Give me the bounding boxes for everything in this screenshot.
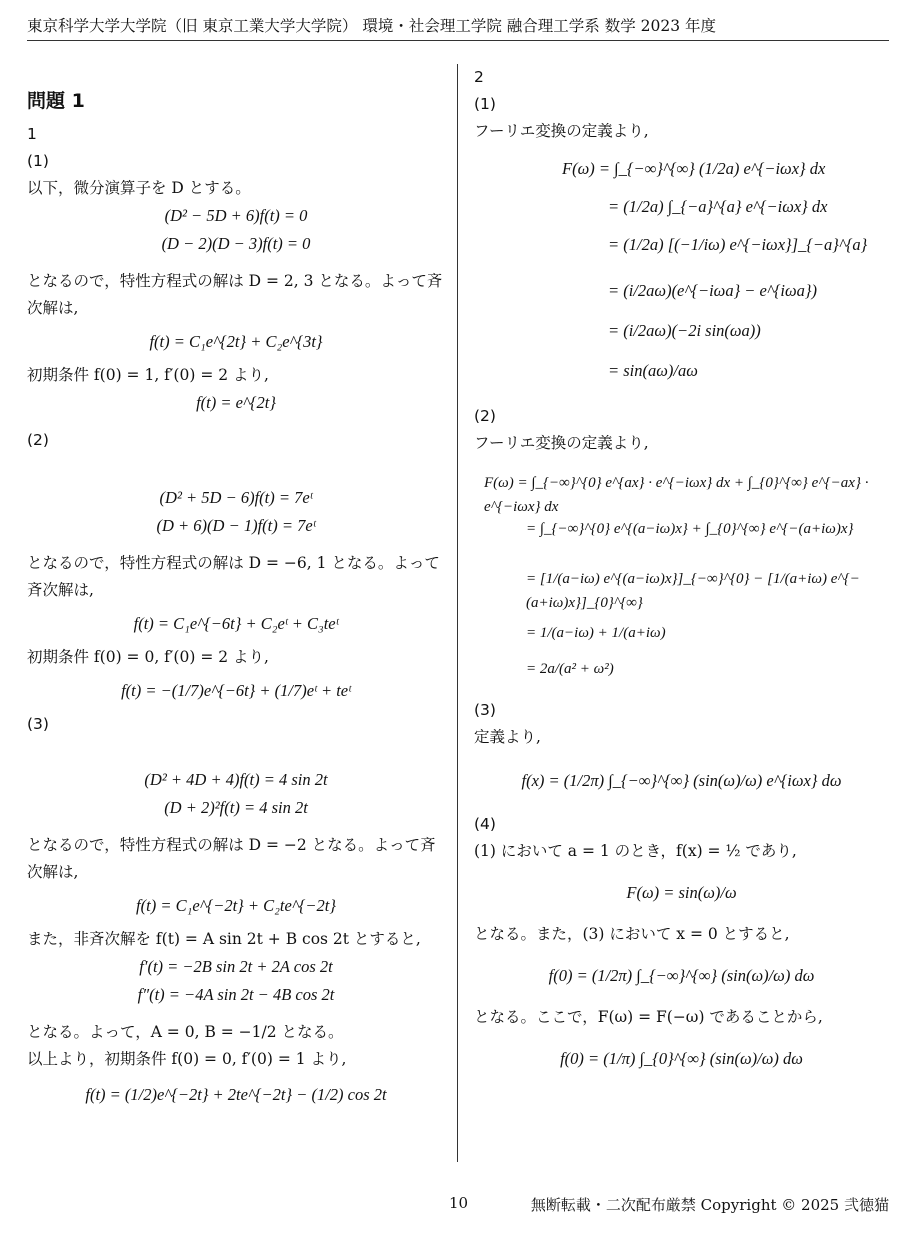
derivation — [562, 157, 889, 403]
equation: F(ω) = ∫_{−∞}^{0} e^{ax} · e^{−iωx} dx + ∫_{0}^{∞} e^{−ax} · e^{−iωx} dx — [484, 475, 869, 515]
equation: = (i/2aω)(−2i sin(ωa)) — [608, 321, 761, 340]
paragraph: 以下，微分演算子を D とする。 — [27, 179, 251, 197]
section-number: 1 — [27, 125, 37, 143]
equation: f(0) = (1/2π) ∫_{−∞}^{∞} (sin(ω)/ω) dω — [548, 966, 815, 985]
paragraph: となる。ここで，F(ω) = F(−ω) であることから, — [474, 1008, 823, 1026]
equation: f(0) = (1/π) ∫_{0}^{∞} (sin(ω)/ω) dω — [560, 1049, 803, 1068]
equation: = (1/2a) ∫_{−a}^{a} e^{−iωx} dx — [608, 197, 828, 216]
right-column — [474, 64, 889, 1073]
equation: (D² + 5D − 6)f(t) = 7eᵗ — [159, 488, 313, 507]
paragraph: (1) において a = 1 のとき，f(x) = ½ であり, — [474, 842, 797, 860]
paragraph: となる。よって，A = 0, B = −1/2 となる。 — [27, 1023, 344, 1041]
paragraph: 初期条件 f(0) = 1, f′(0) = 2 より, — [27, 366, 269, 384]
equation: = (1/2a) [(−1/iω) e^{−iωx}]_{−a}^{a} — [608, 235, 868, 254]
equation: = ∫_{−∞}^{0} e^{(a−iω)x} + ∫_{0}^{∞} e^{−(a+iω)x} — [526, 521, 854, 537]
equation: = [1/(a−iω) e^{(a−iω)x}]_{−∞}^{0} − [1/(a+iω) e^{−(a+iω)x}]_{0}^{∞} — [526, 571, 860, 611]
part-label: (2) — [27, 431, 49, 449]
paragraph: 以上より，初期条件 f(0) = 0, f′(0) = 1 より, — [27, 1050, 347, 1068]
part-label: (4) — [474, 815, 496, 833]
equation: F(ω) = sin(ω)/ω — [626, 883, 737, 902]
equation: f(t) = −(1/7)e^{−6t} + (1/7)eᵗ + teᵗ — [121, 681, 351, 700]
paragraph: となるので，特性方程式の解は D = −6, 1 となる。よって斉次解は, — [27, 554, 440, 599]
paragraph: フーリエ変換の定義より, — [474, 434, 649, 452]
equation: F(ω) = ∫_{−∞}^{∞} (1/2a) e^{−iωx} dx — [562, 159, 826, 178]
part-label: (1) — [27, 152, 49, 170]
paragraph: となるので，特性方程式の解は D = −2 となる。よって斉次解は, — [27, 836, 436, 881]
paragraph: また，非斉次解を f(t) = A sin 2t + B cos 2t とすると, — [27, 930, 421, 948]
paragraph: となる。また，(3) において x = 0 とすると, — [474, 925, 790, 943]
derivation — [484, 471, 889, 697]
equation: = 1/(a−iω) + 1/(a+iω) — [526, 625, 666, 641]
equation: (D + 6)(D − 1)f(t) = 7eᵗ — [156, 516, 316, 535]
section-number: 2 — [474, 68, 484, 86]
part-label: (3) — [474, 701, 496, 719]
problem-heading: 問題 1 — [27, 90, 85, 112]
paragraph: 初期条件 f(0) = 0, f′(0) = 2 より, — [27, 648, 269, 666]
equation: (D − 2)(D − 3)f(t) = 0 — [161, 234, 311, 253]
equation: = (i/2aω)(e^{−iωa} − e^{iωa}) — [608, 281, 818, 300]
equation: f(t) = e^{2t} — [196, 393, 276, 412]
part-label: (2) — [474, 407, 496, 425]
paragraph: となるので，特性方程式の解は D = 2, 3 となる。よって斉次解は, — [27, 272, 443, 317]
equation: f(t) = (1/2)e^{−2t} + 2te^{−2t} − (1/2) cos 2t — [85, 1085, 387, 1104]
part-label: (3) — [27, 715, 49, 733]
paragraph: フーリエ変換の定義より, — [474, 122, 649, 140]
left-column — [27, 64, 445, 1109]
paragraph: 定義より, — [474, 728, 541, 746]
equation: = sin(aω)/aω — [608, 361, 698, 380]
page-header: 東京科学大学大学院（旧 東京工業大学大学院） 環境・社会理工学院 融合理工学系 数学 2023 年度 — [27, 17, 717, 35]
equation: (D² + 4D + 4)f(t) = 4 sin 2t — [144, 770, 328, 789]
part-label: (1) — [474, 95, 496, 113]
equation: f(x) = (1/2π) ∫_{−∞}^{∞} (sin(ω)/ω) e^{iωx} dω — [521, 771, 842, 790]
equation: f(t) = C₁e^{−2t} + C₂te^{−2t} — [136, 896, 336, 915]
equation: f″(t) = −4A sin 2t − 4B cos 2t — [137, 985, 335, 1004]
equation: (D² − 5D + 6)f(t) = 0 — [164, 206, 308, 225]
equation: f′(t) = −2B sin 2t + 2A cos 2t — [139, 957, 333, 976]
equation: (D + 2)²f(t) = 4 sin 2t — [164, 798, 308, 817]
header-rule — [27, 40, 889, 41]
copyright-notice: 無断転載・二次配布厳禁 Copyright © 2025 弐徳猫 — [530, 1196, 889, 1214]
column-divider — [457, 64, 458, 1162]
page-number: 10 — [449, 1194, 469, 1212]
equation: f(t) = C₁e^{2t} + C₂e^{3t} — [149, 332, 323, 351]
equation: = 2a/(a² + ω²) — [526, 661, 614, 677]
equation: f(t) = C₁e^{−6t} + C₂eᵗ + C₃teᵗ — [133, 614, 339, 633]
